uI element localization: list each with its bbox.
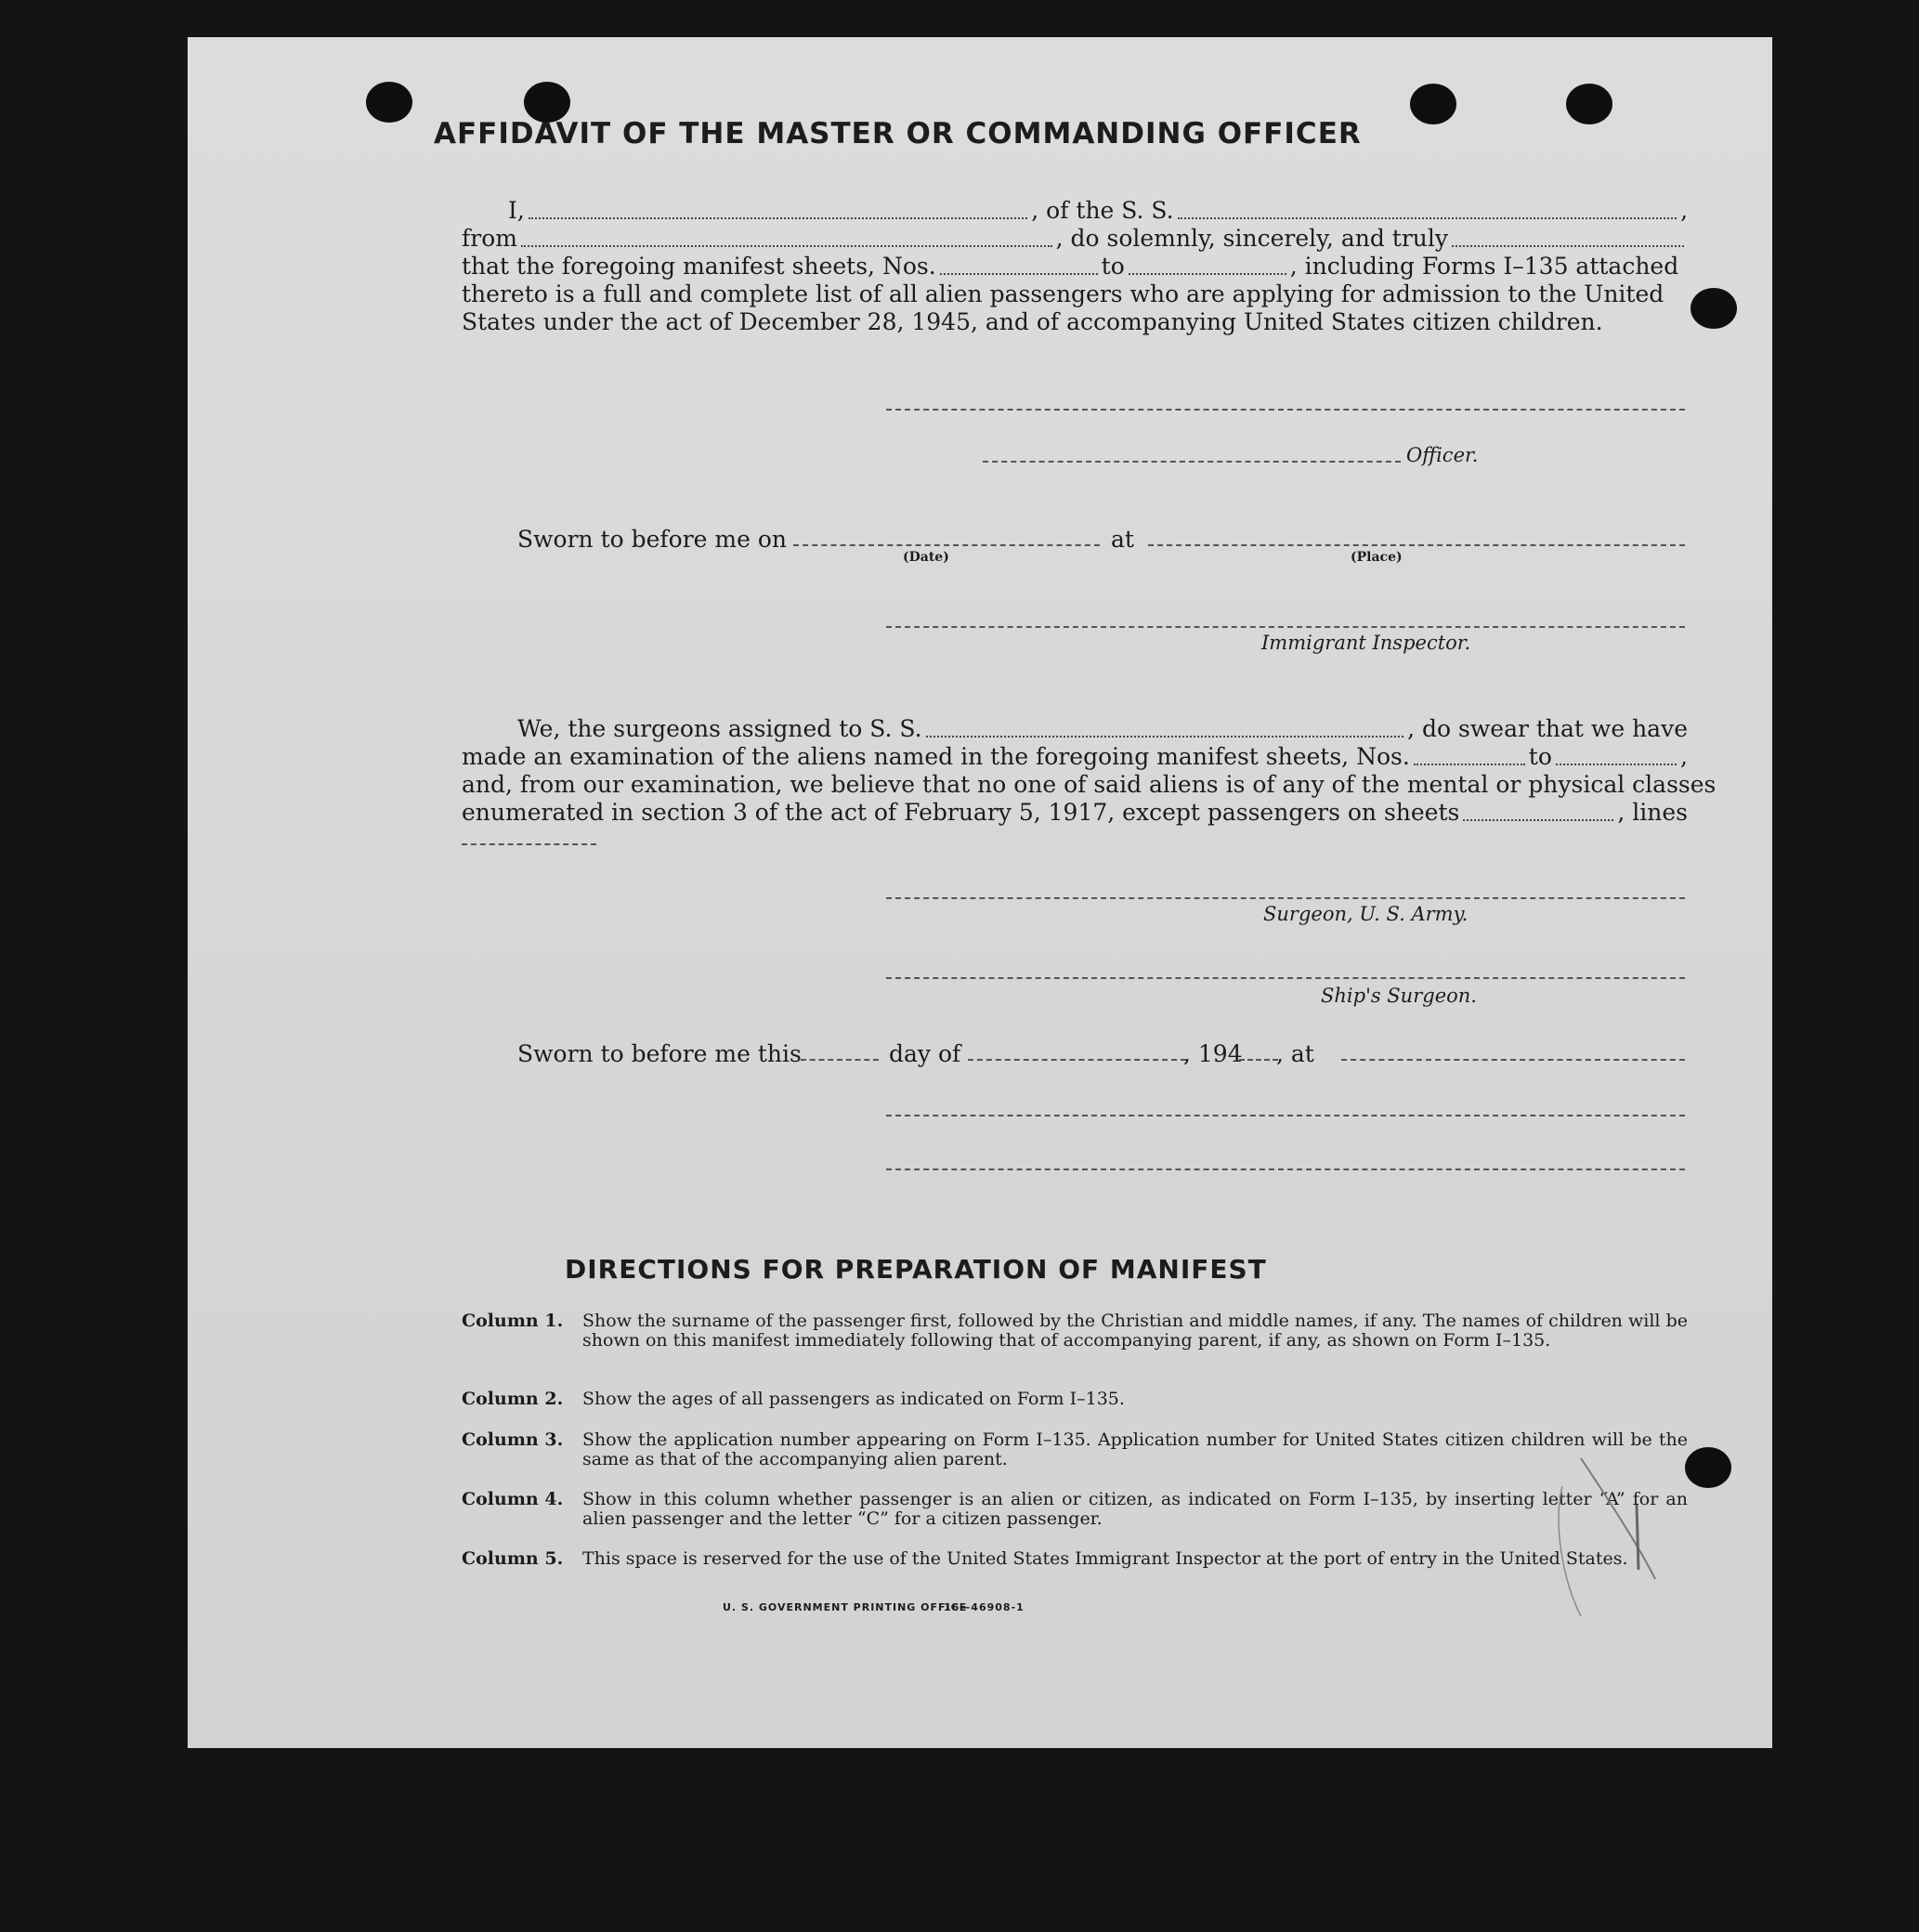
sworn-1-text: Sworn to before me on bbox=[517, 526, 788, 553]
affidavit-forms: , including Forms I–135 attached bbox=[1289, 253, 1679, 280]
affidavit-paragraph bbox=[462, 197, 1688, 336]
ship-surgeon-caption: Ship's Surgeon. bbox=[1321, 985, 1477, 1007]
direction-row-2 bbox=[462, 1390, 1688, 1409]
ship-name-blank bbox=[1178, 216, 1677, 219]
punch-hole bbox=[1410, 84, 1456, 124]
sworn-2-year: , 194 bbox=[1183, 1040, 1243, 1067]
inspector-caption: Immigrant Inspector. bbox=[1261, 632, 1471, 654]
sworn-1-at: at bbox=[1111, 526, 1134, 553]
surgeon-lines-blank bbox=[462, 843, 596, 845]
port-blank bbox=[521, 244, 1052, 247]
affidavit-solemnly: , do solemnly, sincerely, and truly bbox=[1055, 225, 1448, 252]
direction-label: Column 5. bbox=[462, 1548, 564, 1569]
surgeon-sheets-blank bbox=[1463, 818, 1613, 821]
affidavit-title: AFFIDAVIT OF THE MASTER OR COMMANDING OFFICER bbox=[434, 117, 1362, 150]
punch-hole bbox=[366, 82, 412, 123]
surgeons-line-3: and, from our examination, we believe that no one of said aliens is of any of the mental or physical classes bbox=[462, 771, 1717, 798]
direction-row-3 bbox=[462, 1430, 1688, 1469]
affidavit-from: from bbox=[462, 225, 517, 252]
place-label: (Place) bbox=[1351, 550, 1403, 565]
surgeons-to: to bbox=[1528, 743, 1552, 770]
direction-text: Show the ages of all passengers as indicated on Form I–135. bbox=[582, 1389, 1125, 1409]
surgeons-line-1 bbox=[462, 715, 1688, 743]
sworn-day-blank bbox=[801, 1059, 879, 1061]
printer-imprint: U. S. GOVERNMENT PRINTING OFFICE bbox=[723, 1601, 968, 1613]
army-surgeon-signature-line bbox=[886, 897, 1685, 899]
officer-signature-line-2 bbox=[983, 461, 1401, 463]
sworn-2-day-of: day of bbox=[889, 1040, 961, 1067]
sworn-date-blank bbox=[793, 544, 1100, 546]
surgeon-sheet-to-blank bbox=[1556, 763, 1677, 765]
direction-label: Column 4. bbox=[462, 1489, 564, 1509]
name-blank bbox=[529, 216, 1027, 219]
date-label: (Date) bbox=[903, 550, 949, 565]
officer-signature-line-1 bbox=[886, 409, 1685, 411]
surgeons-examination: made an examination of the aliens named in the foregoing manifest sheets, Nos. bbox=[462, 743, 1410, 770]
sworn-2-signature-line-1 bbox=[886, 1115, 1685, 1116]
surgeon-ship-blank bbox=[926, 735, 1404, 738]
surgeon-sheet-from-blank bbox=[1414, 763, 1525, 765]
surgeons-line-4 bbox=[462, 799, 1688, 827]
oath-blank bbox=[1452, 244, 1684, 247]
ship-surgeon-signature-line bbox=[886, 977, 1685, 979]
affidavit-i: I, bbox=[508, 197, 525, 224]
document-page bbox=[188, 37, 1772, 1748]
sworn-year-blank bbox=[1239, 1059, 1278, 1061]
surgeons-line-2 bbox=[462, 743, 1688, 771]
affidavit-line-3 bbox=[462, 253, 1688, 281]
punch-hole bbox=[1685, 1447, 1731, 1488]
form-number: 16—46908-1 bbox=[944, 1601, 1025, 1613]
army-surgeon-caption: Surgeon, U. S. Army. bbox=[1263, 903, 1469, 925]
direction-text: Show the surname of the passenger first, followed by the Christian and middle names, if any. The names of children will be shown on this manifest immediately following that of accompanying parent, if any, as shown on Form I–135. bbox=[582, 1311, 1688, 1351]
officer-caption: Officer. bbox=[1406, 444, 1479, 466]
sworn-2-at: , at bbox=[1276, 1040, 1314, 1067]
sworn-2-text: Sworn to before me this bbox=[517, 1040, 802, 1067]
surgeons-swear: , do swear that we have bbox=[1407, 715, 1688, 742]
direction-label: Column 1. bbox=[462, 1311, 564, 1331]
direction-label: Column 3. bbox=[462, 1429, 564, 1450]
directions-title: DIRECTIONS FOR PREPARATION OF MANIFEST bbox=[565, 1254, 1267, 1285]
surgeons-paragraph bbox=[462, 715, 1717, 827]
inspector-signature-line bbox=[886, 626, 1685, 628]
affidavit-line-5: States under the act of December 28, 1945, and of accompanying United States citizen children. bbox=[462, 308, 1603, 335]
surgeons-lines: , lines bbox=[1617, 799, 1688, 826]
sworn-2-signature-line-2 bbox=[886, 1168, 1685, 1170]
sheet-from-blank bbox=[940, 272, 1098, 275]
direction-text: Show in this column whether passenger is an alien or citizen, as indicated on Form I–135, by inserting letter “A” for an alien passenger and the letter “C” for a citizen passenger. bbox=[582, 1489, 1688, 1529]
affidavit-line-1 bbox=[462, 197, 1688, 225]
direction-text: Show the application number appearing on Form I–135. Application number for United States citizen children will be the same as that of the accompanying alien parent. bbox=[582, 1429, 1688, 1469]
direction-row-1 bbox=[462, 1312, 1688, 1351]
direction-row-5 bbox=[462, 1549, 1688, 1569]
sheet-to-blank bbox=[1129, 272, 1286, 275]
punch-hole bbox=[1691, 288, 1737, 329]
direction-label: Column 2. bbox=[462, 1389, 564, 1409]
sworn-place-blank bbox=[1148, 544, 1685, 546]
sworn-2-place-blank bbox=[1341, 1059, 1685, 1061]
sworn-month-blank bbox=[968, 1059, 1186, 1061]
punch-hole bbox=[1566, 84, 1612, 124]
direction-text: This space is reserved for the use of the United States Immigrant Inspector at the port of entry in the United States. bbox=[582, 1548, 1628, 1569]
affidavit-line-4: thereto is a full and complete list of all alien passengers who are applying for admission to the United bbox=[462, 281, 1664, 307]
affidavit-manifest-nos: that the foregoing manifest sheets, Nos. bbox=[462, 253, 936, 280]
surgeons-assigned: We, the surgeons assigned to S. S. bbox=[517, 715, 922, 742]
affidavit-to: to bbox=[1101, 253, 1125, 280]
affidavit-line-2 bbox=[462, 225, 1688, 253]
surgeons-comma: , bbox=[1680, 743, 1688, 770]
affidavit-of-ss: , of the S. S. bbox=[1031, 197, 1174, 224]
direction-row-4 bbox=[462, 1490, 1688, 1529]
surgeons-enumerated: enumerated in section 3 of the act of February 5, 1917, except passengers on sheets bbox=[462, 799, 1460, 826]
affidavit-comma: , bbox=[1680, 197, 1689, 224]
